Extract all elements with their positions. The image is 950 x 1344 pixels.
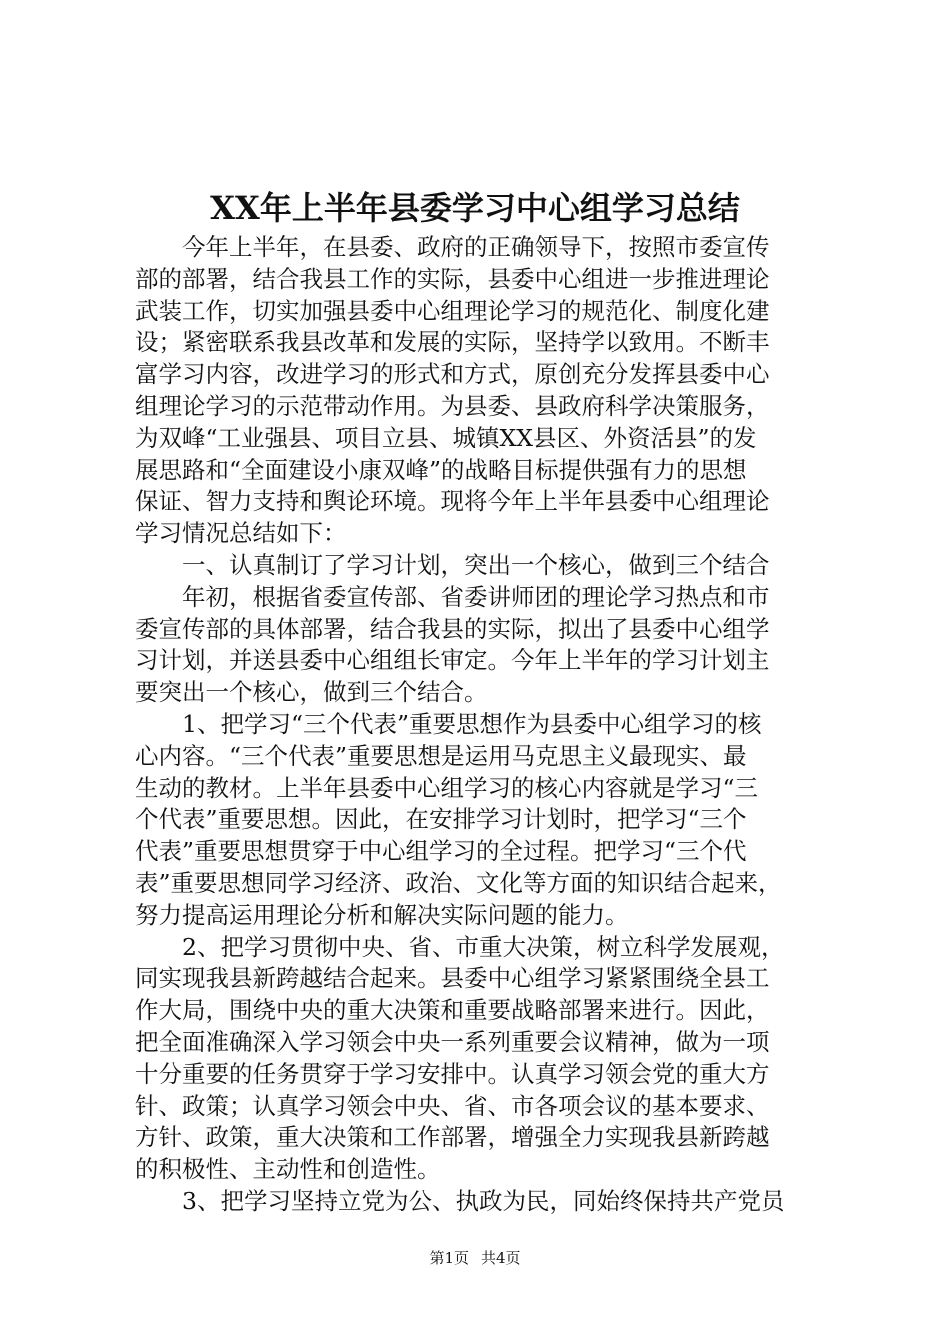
page-footer: [0, 1248, 950, 1268]
text-line: 委宣传部的具体部署，结合我县的实际，拟出了县委中心组学: [135, 614, 770, 643]
text-line: 展思路和“全面建设小康双峰”的战略目标提供强有力的思想: [135, 455, 747, 484]
text-line: 组理论学习的示范带动作用。为县委、县政府科学决策服务，: [135, 391, 770, 420]
text-line: 代表”重要思想贯穿于中心组学习的全过程。把学习“三个代: [135, 837, 747, 866]
text-line: 设；紧密联系我县改革和发展的实际，坚持学以致用。不断丰: [135, 328, 770, 357]
text-line: 学习情况总结如下：: [135, 519, 347, 548]
text-line: 习计划，并送县委中心组组长审定。今年上半年的学习计划主: [135, 646, 770, 675]
text-line: 十分重要的任务贯穿于学习安排中。认真学习领会党的重大方: [135, 1059, 770, 1088]
text-line: 努力提高运用理论分析和解决实际问题的能力。: [135, 900, 629, 929]
text-line: 1、把学习“三个代表”重要思想作为县委中心组学习的核: [182, 709, 762, 738]
text-line: 方针、政策，重大决策和工作部署，增强全力实现我县新跨越: [135, 1123, 770, 1152]
text-line: 心内容。“三个代表”重要思想是运用马克思主义最现实、最: [135, 741, 747, 770]
text-line: 的积极性、主动性和创造性。: [135, 1155, 441, 1184]
text-line: 武装工作，切实加强县委中心组理论学习的规范化、制度化建: [135, 296, 770, 325]
text-line: 今年上半年，在县委、政府的正确领导下，按照市委宣传: [182, 233, 770, 261]
text-line: 一、认真制订了学习计划，突出一个核心，做到三个结合: [182, 550, 770, 579]
text-line: 要突出一个核心，做到三个结合。: [135, 678, 488, 707]
text-line: 作大局，围绕中央的重大决策和重要战略部署来进行。因此，: [135, 996, 770, 1025]
text-line: 部的部署，结合我县工作的实际，县委中心组进一步推进理论: [135, 264, 770, 293]
text-line: 同实现我县新跨越结合起来。县委中心组学习紧紧围绕全县工: [135, 964, 770, 993]
text-line: 把全面准确深入学习领会中央一系列重要会议精神，做为一项: [135, 1027, 770, 1056]
text-line: 针、政策；认真学习领会中央、省、市各项会议的基本要求、: [135, 1091, 770, 1120]
document-title: XX年上半年县委学习中心组学习总结: [210, 189, 740, 227]
text-line: 生动的教材。上半年县委中心组学习的核心内容就是学习“三: [135, 773, 759, 802]
document-body: [135, 232, 835, 1218]
text-line: 富学习内容，改进学习的形式和方式，原创充分发挥县委中心: [135, 360, 770, 389]
text-line: 2、把学习贯彻中央、省、市重大决策，树立科学发展观，: [182, 932, 785, 961]
text-line: 个代表”重要思想。因此，在安排学习计划时，把学习“三个: [135, 805, 747, 834]
text-line: 表”重要思想同学习经济、政治、文化等方面的知识结合起来，: [135, 868, 782, 897]
page-total: 共4页: [481, 1249, 521, 1267]
text-line: 3、把学习坚持立党为公、执政为民，同始终保持共产党员: [182, 1186, 785, 1215]
page-number: 第1页: [429, 1249, 469, 1267]
text-line: 保证、智力支持和舆论环境。现将今年上半年县委中心组理论: [135, 487, 770, 516]
text-line: 年初，根据省委宣传部、省委讲师团的理论学习热点和市: [182, 582, 770, 611]
text-line: 为双峰“工业强县、项目立县、城镇XX县区、外资活县”的发: [135, 423, 757, 452]
